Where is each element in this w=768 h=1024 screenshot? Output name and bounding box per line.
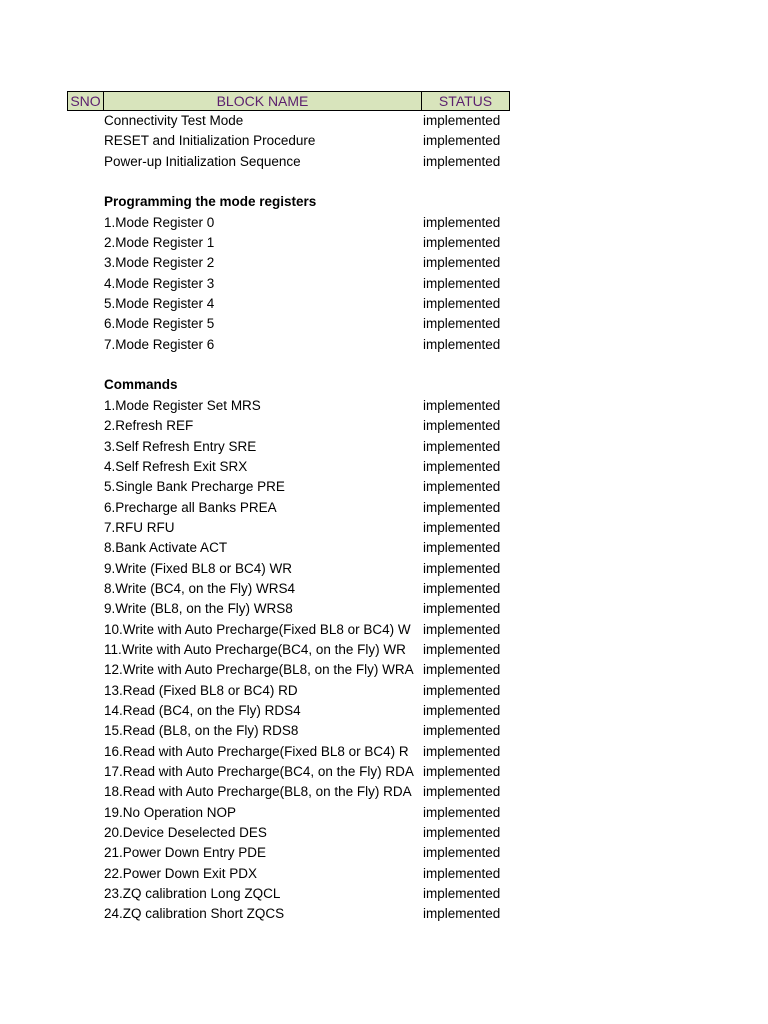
block-name-cell[interactable]: 11.Write with Auto Precharge(BC4, on the Fly) WR: [104, 641, 406, 657]
sno-cell[interactable]: [67, 701, 104, 721]
sno-cell[interactable]: [67, 559, 104, 579]
sno-cell[interactable]: [67, 742, 104, 762]
block-name-cell[interactable]: 13.Read (Fixed BL8 or BC4) RD: [104, 682, 298, 698]
section-heading-row: [67, 192, 510, 212]
block-name-cell[interactable]: 4.Self Refresh Exit SRX: [104, 458, 248, 474]
status-cell[interactable]: [422, 172, 511, 192]
sno-cell[interactable]: [67, 803, 104, 823]
block-name-cell[interactable]: [104, 172, 422, 192]
sno-cell[interactable]: [67, 640, 104, 660]
sno-cell[interactable]: [67, 274, 104, 294]
status-cell[interactable]: [422, 375, 511, 395]
sno-cell[interactable]: [67, 762, 104, 782]
block-name-cell[interactable]: Connectivity Test Mode: [104, 113, 244, 128]
status-cell[interactable]: implemented: [423, 458, 501, 474]
sno-cell[interactable]: [67, 782, 104, 802]
table-row: [67, 477, 510, 497]
sno-cell[interactable]: [67, 335, 104, 355]
spreadsheet-table: [67, 91, 510, 925]
block-name-cell[interactable]: 24.ZQ calibration Short ZQCS: [104, 906, 285, 922]
block-name-cell[interactable]: [104, 355, 422, 375]
sno-cell[interactable]: [67, 253, 104, 273]
status-cell[interactable]: implemented: [423, 825, 501, 841]
table-row: [67, 152, 510, 172]
table-row: [67, 559, 510, 579]
sno-cell[interactable]: [67, 192, 104, 212]
table-row: [67, 111, 510, 131]
block-name-cell[interactable]: RESET and Initialization Procedure: [104, 133, 316, 149]
table-row: [67, 864, 510, 884]
status-cell[interactable]: implemented: [423, 906, 501, 922]
block-name-cell[interactable]: 12.Write with Auto Precharge(BL8, on the Fly) WRA: [104, 662, 414, 678]
table-row: [67, 640, 510, 660]
status-cell[interactable]: implemented: [423, 702, 501, 718]
block-name-cell[interactable]: 4.Mode Register 3: [104, 275, 215, 291]
table-row: [67, 823, 510, 843]
status-cell[interactable]: implemented: [423, 438, 501, 454]
status-cell[interactable]: implemented: [423, 418, 501, 434]
status-cell[interactable]: implemented: [423, 621, 501, 637]
block-name-cell[interactable]: 3.Self Refresh Entry SRE: [104, 438, 257, 454]
block-name-cell[interactable]: 9.Write (Fixed BL8 or BC4) WR: [104, 560, 293, 576]
table-row: [67, 904, 510, 924]
block-name-cell[interactable]: 5.Mode Register 4: [104, 296, 215, 312]
sno-cell[interactable]: [67, 396, 104, 416]
table-row: [67, 579, 510, 599]
section-heading-cell[interactable]: Commands: [104, 377, 178, 393]
table-row: [67, 335, 510, 355]
status-cell[interactable]: implemented: [423, 133, 501, 149]
sno-cell[interactable]: [67, 355, 104, 375]
block-name-cell[interactable]: 19.No Operation NOP: [104, 804, 237, 820]
table-row: [67, 314, 510, 334]
status-cell[interactable]: implemented: [423, 804, 501, 820]
header-status[interactable]: STATUS: [422, 92, 510, 110]
sno-cell[interactable]: [67, 864, 104, 884]
block-name-cell[interactable]: 6.Precharge all Banks PREA: [104, 499, 277, 515]
block-name-cell[interactable]: 17.Read with Auto Precharge(BC4, on the Fly) RDA: [104, 764, 414, 779]
status-cell[interactable]: implemented: [423, 296, 501, 312]
status-cell[interactable]: implemented: [423, 255, 501, 271]
sno-cell[interactable]: [67, 314, 104, 334]
table-row: [67, 233, 510, 253]
table-row: [67, 660, 510, 680]
status-cell[interactable]: implemented: [423, 336, 501, 352]
block-name-cell[interactable]: 2.Refresh REF: [104, 418, 194, 434]
table-row: [67, 416, 510, 436]
status-cell[interactable]: implemented: [423, 113, 501, 128]
status-cell[interactable]: implemented: [423, 214, 501, 230]
status-cell[interactable]: implemented: [423, 499, 501, 515]
sno-cell[interactable]: [67, 457, 104, 477]
table-row: [67, 721, 510, 741]
table-row: [67, 396, 510, 416]
sno-cell[interactable]: [67, 538, 104, 558]
status-cell[interactable]: implemented: [423, 601, 501, 617]
status-cell[interactable]: implemented: [423, 845, 501, 861]
status-cell[interactable]: implemented: [423, 153, 501, 169]
status-cell[interactable]: implemented: [423, 519, 501, 535]
sno-cell[interactable]: [67, 416, 104, 436]
status-cell[interactable]: implemented: [423, 743, 501, 759]
table-row: [67, 701, 510, 721]
sno-cell[interactable]: [67, 131, 104, 151]
table-row: [67, 294, 510, 314]
table-row: [67, 213, 510, 233]
table-row: [67, 498, 510, 518]
sno-cell[interactable]: [67, 599, 104, 619]
sno-cell[interactable]: [67, 620, 104, 640]
status-cell[interactable]: implemented: [423, 723, 501, 739]
status-cell[interactable]: implemented: [423, 865, 501, 881]
block-name-cell[interactable]: 1.Mode Register Set MRS: [104, 397, 261, 413]
table-body: [67, 111, 510, 925]
status-cell[interactable]: implemented: [423, 580, 501, 596]
block-name-cell[interactable]: 22.Power Down Exit PDX: [104, 865, 258, 881]
table-row: [67, 437, 510, 457]
sno-cell[interactable]: [67, 477, 104, 497]
section-heading-row: [67, 375, 510, 395]
sno-cell[interactable]: [67, 498, 104, 518]
status-cell[interactable]: implemented: [423, 316, 501, 332]
table-row: [67, 538, 510, 558]
header-sno[interactable]: SNO: [67, 92, 104, 110]
status-cell[interactable]: [422, 192, 511, 212]
sno-cell[interactable]: [67, 904, 104, 924]
table-row: [67, 681, 510, 701]
sno-cell[interactable]: [67, 437, 104, 457]
status-cell[interactable]: implemented: [423, 560, 501, 576]
block-name-cell[interactable]: 8.Write (BC4, on the Fly) WRS4: [104, 580, 296, 596]
block-name-cell[interactable]: 14.Read (BC4, on the Fly) RDS4: [104, 702, 301, 718]
sno-cell[interactable]: [67, 294, 104, 314]
status-cell[interactable]: [422, 355, 511, 375]
status-cell[interactable]: implemented: [423, 886, 501, 902]
section-heading-cell[interactable]: Programming the mode registers: [104, 194, 317, 210]
table-row: [67, 274, 510, 294]
sno-cell[interactable]: [67, 375, 104, 395]
sno-cell[interactable]: [67, 721, 104, 741]
sno-cell[interactable]: [67, 843, 104, 863]
status-cell[interactable]: implemented: [423, 235, 501, 251]
table-row: [67, 355, 510, 375]
block-name-cell[interactable]: 2.Mode Register 1: [104, 235, 215, 251]
block-name-cell[interactable]: Power-up Initialization Sequence: [104, 153, 301, 169]
status-cell[interactable]: implemented: [423, 275, 501, 291]
block-name-cell[interactable]: 16.Read with Auto Precharge(Fixed BL8 or BC4) R: [104, 743, 409, 759]
table-row: [67, 457, 510, 477]
table-row: [67, 620, 510, 640]
status-cell[interactable]: implemented: [423, 662, 501, 678]
table-row: [67, 884, 510, 904]
block-name-cell[interactable]: 5.Single Bank Precharge PRE: [104, 479, 285, 495]
sno-cell[interactable]: [67, 518, 104, 538]
table-row: [67, 742, 510, 762]
block-name-cell[interactable]: 6.Mode Register 5: [104, 316, 215, 332]
block-name-cell[interactable]: 8.Bank Activate ACT: [104, 540, 228, 556]
table-row: [67, 599, 510, 619]
sno-cell[interactable]: [67, 213, 104, 233]
header-block-name[interactable]: BLOCK NAME: [104, 92, 422, 110]
status-cell[interactable]: implemented: [423, 540, 501, 556]
table-row: [67, 803, 510, 823]
block-name-cell[interactable]: 1.Mode Register 0: [104, 214, 215, 230]
block-name-cell[interactable]: 15.Read (BL8, on the Fly) RDS8: [104, 723, 299, 739]
status-cell[interactable]: implemented: [423, 784, 501, 800]
sno-cell[interactable]: [67, 111, 104, 131]
block-name-cell[interactable]: 18.Read with Auto Precharge(BL8, on the Fly) RDA: [104, 784, 412, 800]
table-row: [67, 518, 510, 538]
table-row: [67, 253, 510, 273]
table-row: [67, 172, 510, 192]
table-row: [67, 131, 510, 151]
status-cell[interactable]: implemented: [423, 641, 501, 657]
status-cell[interactable]: implemented: [423, 764, 501, 779]
table-row: [67, 843, 510, 863]
block-name-cell[interactable]: 23.ZQ calibration Long ZQCL: [104, 886, 281, 902]
sno-cell[interactable]: [67, 233, 104, 253]
table-row: [67, 782, 510, 802]
sno-cell[interactable]: [67, 172, 104, 192]
block-name-cell[interactable]: 7.Mode Register 6: [104, 336, 215, 352]
status-cell[interactable]: implemented: [423, 397, 501, 413]
block-name-cell[interactable]: 10.Write with Auto Precharge(Fixed BL8 or BC4) W: [104, 621, 411, 637]
table-header-row: [67, 91, 510, 111]
sno-cell[interactable]: [67, 681, 104, 701]
sno-cell[interactable]: [67, 152, 104, 172]
table-row: [67, 762, 510, 782]
sno-cell[interactable]: [67, 884, 104, 904]
sno-cell[interactable]: [67, 823, 104, 843]
block-name-cell[interactable]: 3.Mode Register 2: [104, 255, 215, 271]
block-name-cell[interactable]: 20.Device Deselected DES: [104, 825, 267, 841]
sno-cell[interactable]: [67, 579, 104, 599]
status-cell[interactable]: implemented: [423, 682, 501, 698]
block-name-cell[interactable]: 21.Power Down Entry PDE: [104, 845, 267, 861]
sno-cell[interactable]: [67, 660, 104, 680]
block-name-cell[interactable]: 9.Write (BL8, on the Fly) WRS8: [104, 601, 293, 617]
block-name-cell[interactable]: 7.RFU RFU: [104, 519, 175, 535]
status-cell[interactable]: implemented: [423, 479, 501, 495]
